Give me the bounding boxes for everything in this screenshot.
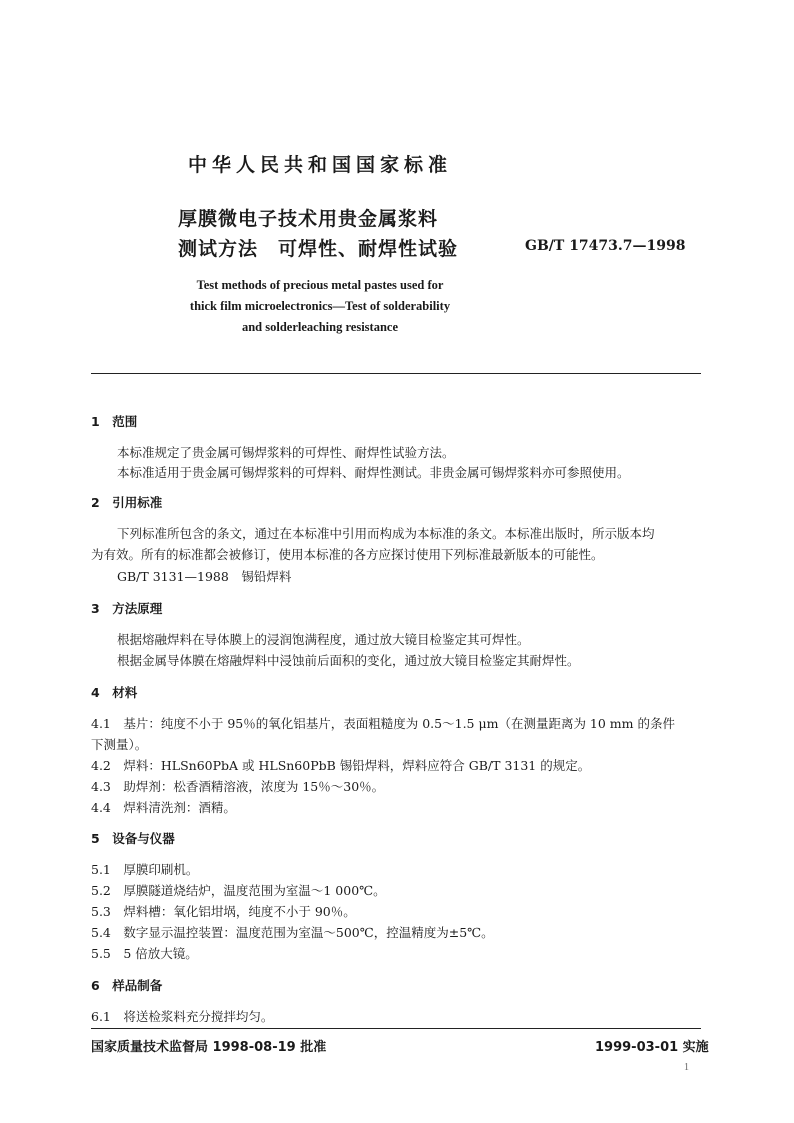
section-4-heading: 4 材料 <box>91 685 138 700</box>
section-5-heading: 5 设备与仪器 <box>91 831 175 846</box>
section-4-item: 4.3 助焊剂：松香酒精溶液，浓度为 15％～30％。 <box>91 779 385 794</box>
approval-info: 国家质量技术监督局 1998-08-19 批准 <box>91 1040 327 1055</box>
section-5-item: 5.4 数字显示温控装置：温度范围为室温～500℃，控温精度为±5℃。 <box>91 925 494 940</box>
document-title-line1: 厚膜微电子技术用贵金属浆料 <box>178 208 439 230</box>
header-divider <box>91 373 701 374</box>
section-4-item: 4.2 焊料：HLSn60PbA 或 HLSn60PbB 锡铅焊料，焊料应符合 GB/T 3131 的规定。 <box>91 758 591 773</box>
implementation-date: 1999-03-01 实施 <box>595 1040 709 1055</box>
page-number: 1 <box>684 1062 689 1073</box>
section-1-heading: 1 范围 <box>91 414 138 429</box>
english-title-line3: and solderleaching resistance <box>241 320 399 334</box>
section-3-paragraph: 根据熔融焊料在导体膜上的浸润饱满程度，通过放大镜目检鉴定其可焊性。 <box>117 632 530 647</box>
section-2-paragraph: 为有效。所有的标准都会被修订，使用本标准的各方应探讨使用下列标准最新版本的可能性。 <box>91 547 604 562</box>
section-1-paragraph: 本标准适用于贵金属可锡焊浆料的可焊料、耐焊性测试。非贵金属可锡焊浆料亦可参照使用。 <box>117 465 630 480</box>
section-4-item: 4.4 焊料清洗剂：酒精。 <box>91 800 236 815</box>
section-5-item: 5.2 厚膜隧道烧结炉，温度范围为室温～1 000℃。 <box>91 883 386 898</box>
section-5-item: 5.1 厚膜印刷机。 <box>91 862 199 877</box>
document-title-line2: 测试方法 可焊性、耐焊性试验 <box>178 238 459 260</box>
section-3-heading: 3 方法原理 <box>91 601 163 616</box>
section-5-item: 5.3 焊料槽：氧化铝坩埚，纯度不小于 90％。 <box>91 904 356 919</box>
english-title-line1: Test methods of precious metal pastes used for <box>196 278 444 292</box>
footer-divider <box>91 1028 701 1029</box>
english-title-line2: thick film microelectronics—Test of solderability <box>189 299 451 313</box>
country-standard-title: 中华人民共和国国家标准 <box>188 154 453 176</box>
section-2-reference: GB/T 3131—1988 锡铅焊料 <box>117 569 292 584</box>
section-4-item: 下测量）。 <box>91 737 148 752</box>
section-3-paragraph: 根据金属导体膜在熔融焊料中浸蚀前后面积的变化，通过放大镜目检鉴定其耐焊性。 <box>117 653 580 668</box>
section-2-heading: 2 引用标准 <box>91 495 163 510</box>
standard-number: GB/T 17473.7—1998 <box>525 238 686 254</box>
section-6-item: 6.1 将送检浆料充分搅拌均匀。 <box>91 1009 274 1024</box>
section-1-paragraph: 本标准规定了贵金属可锡焊浆料的可焊性、耐焊性试验方法。 <box>117 445 455 460</box>
section-6-heading: 6 样品制备 <box>91 978 163 993</box>
section-5-item: 5.5 5 倍放大镜。 <box>91 946 198 961</box>
section-2-paragraph: 下列标准所包含的条文，通过在本标准中引用而构成为本标准的条文。本标准出版时，所示版本均 <box>117 526 655 541</box>
section-4-item: 4.1 基片：纯度不小于 95％的氧化铝基片，表面粗糙度为 0.5～1.5 μm（在测量距离为 10 mm 的条件 <box>91 716 675 731</box>
